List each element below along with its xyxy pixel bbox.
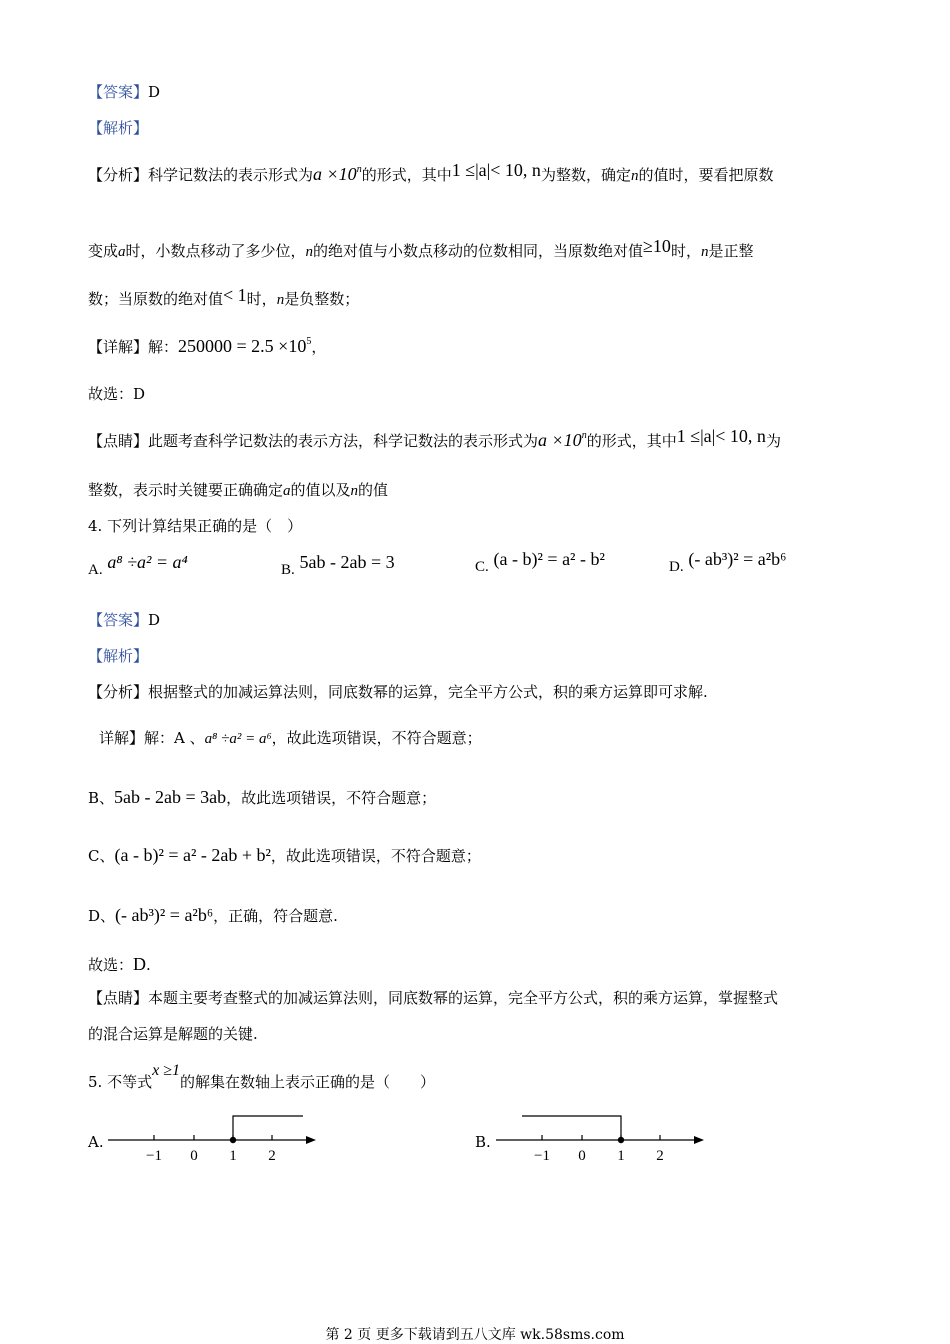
text: 为整数，确定 [540, 166, 631, 184]
detail-formula: (a - b)² = a² - 2ab + b² [114, 845, 271, 865]
q5-number-line-a [100, 1108, 330, 1168]
q4-choose-line [88, 954, 151, 975]
var-n: n [305, 244, 314, 260]
formula-a10n [313, 164, 362, 184]
q3-dianjing-line2 [88, 480, 388, 501]
answer-value: D [148, 611, 161, 629]
axis-arrow [694, 1136, 704, 1144]
tick-label: 1 [229, 1148, 237, 1164]
option-label: C. [475, 559, 489, 575]
option-formula: 5ab - 2ab = 3 [299, 552, 395, 572]
option-label: C、 [88, 847, 115, 865]
detail-formula: 5ab - 2ab = 3ab [114, 787, 227, 807]
q4-option-b [281, 552, 395, 578]
detail-formula [178, 336, 311, 356]
tick-label: 2 [656, 1148, 664, 1164]
detail-formula: a⁸ ÷a² = a⁶ [204, 731, 272, 747]
answer-tag: 【答案】 [88, 83, 149, 101]
analysis-tag: 【解析】 [88, 119, 149, 137]
q3-fenxi-line2 [88, 236, 754, 262]
tick-label: 1 [617, 1148, 625, 1164]
formula-lt1: < 1 [223, 285, 247, 305]
q4-dianjing-line1 [88, 988, 778, 1008]
q4-answer-line [88, 610, 160, 630]
text: ， [311, 338, 327, 356]
choose-text: 故选：D [88, 385, 146, 403]
text: 时，小数点移动了多少位， [125, 242, 306, 260]
var-n: n [276, 292, 285, 308]
text: ，故此选项错误，不符合题意； [226, 789, 437, 807]
formula-main: 250000 = 2.5 ×10 [178, 336, 307, 356]
text: 此题考查科学记数法的表示方法，科学记数法的表示形式为 [148, 432, 539, 450]
q3-analysis-line [88, 118, 148, 138]
text: 5. 不等式 [88, 1073, 153, 1091]
q4-detail-a-line [99, 728, 482, 749]
text: 解： [148, 338, 179, 356]
option-formula: (a - b)² = a² - b² [493, 549, 605, 569]
q4-option-d [669, 549, 787, 575]
formula-exponent: n [581, 430, 587, 441]
tick-label: 0 [578, 1148, 586, 1164]
formula-a10n [538, 430, 587, 450]
q5-option-a-label: A. [88, 1133, 104, 1151]
solid-point [618, 1137, 624, 1143]
detail-prefix: 详解】解： [99, 729, 175, 747]
solid-point [230, 1137, 236, 1143]
text: . [146, 956, 151, 974]
text: 的形式，其中 [586, 432, 677, 450]
detail-tag: 【详解】 [88, 338, 149, 356]
text: 本题主要考查整式的加减运算法则，同底数幂的运算，完全平方公式，积的乘方运算，掌握整式 [148, 989, 779, 1007]
page-footer: 第 2 页 更多下载请到五八文库 wk.58sms.com [325, 1327, 625, 1343]
formula-base: a ×10 [313, 164, 357, 184]
q4-detail-c-line [88, 845, 481, 866]
text: 的解集在数轴上表示正确的是（ ） [179, 1073, 435, 1091]
axis-arrow [306, 1136, 316, 1144]
text: 的混合运算是解题的关键. [88, 1025, 258, 1043]
q4-option-c [475, 549, 605, 575]
text: 是负整数； [284, 290, 360, 308]
q5-stem [88, 1062, 435, 1093]
q3-fenxi-line1 [88, 160, 774, 186]
text: ，故此选项错误，不符合题意； [271, 729, 482, 747]
var-a: a [283, 483, 291, 499]
text: 的形式，其中 [361, 166, 452, 184]
q4-option-a [88, 552, 188, 578]
solution-bracket [233, 1116, 303, 1140]
var-n: n [350, 483, 359, 499]
text: 根据整式的加减运算法则，同底数幂的运算，完全平方公式，积的乘方运算即可求解. [148, 683, 708, 701]
tick-label: 2 [268, 1148, 276, 1164]
q3-choose-line [88, 384, 145, 404]
text: 为 [765, 432, 781, 450]
option-formula: a⁸ ÷a² = a⁴ [107, 552, 188, 572]
q4-detail-b-line [88, 787, 436, 808]
text: 时， [246, 290, 277, 308]
option-label: D、 [88, 907, 116, 925]
q3-fenxi-line3 [88, 285, 360, 310]
text: 故选： [88, 956, 134, 974]
tick-label: −1 [146, 1148, 162, 1164]
q4-analysis-line [88, 646, 148, 666]
q4-stem: 4. 下列计算结果正确的是（ ） [88, 517, 303, 535]
text: 的值时，要看把原数 [638, 166, 774, 184]
q3-answer-line [88, 82, 160, 102]
option-label: A 、 [174, 729, 205, 747]
q4-detail-d-line [88, 905, 338, 926]
text: 的值 [358, 481, 389, 499]
tick-label: −1 [534, 1148, 550, 1164]
text: 的绝对值与小数点移动的位数相同，当原数绝对值 [313, 242, 644, 260]
text: ，正确，符合题意. [213, 907, 338, 925]
dianjing-tag: 【点睛】 [88, 432, 149, 450]
formula-exponent: 5 [306, 336, 312, 347]
detail-formula: (- ab³)² = a²b⁶ [115, 905, 214, 925]
text: ，故此选项错误，不符合题意； [270, 847, 481, 865]
option-label: D. [669, 559, 684, 575]
formula-exponent: n [356, 164, 362, 175]
fenxi-tag: 【分析】 [88, 166, 149, 184]
text: 数；当原数的绝对值 [88, 290, 224, 308]
option-label: B. [281, 562, 295, 578]
option-label: B、 [88, 789, 115, 807]
formula-base: a ×10 [538, 430, 582, 450]
var-a: a [118, 244, 126, 260]
q3-detail-line [88, 336, 326, 357]
q4-fenxi-line [88, 682, 708, 702]
option-formula: (- ab³)² = a²b⁶ [688, 549, 787, 569]
q4-dianjing-line2 [88, 1024, 258, 1044]
answer-tag: 【答案】 [88, 611, 149, 629]
text: 时， [670, 242, 701, 260]
q5-number-line-b [488, 1108, 718, 1168]
choose-value: D [133, 954, 147, 974]
formula-ge10: ≥10 [643, 236, 671, 256]
text: 的值以及 [290, 481, 351, 499]
formula-range: 1 ≤|a|< 10, n [451, 160, 541, 180]
var-n: n [700, 244, 709, 260]
inequality-formula: x ≥1 [152, 1062, 180, 1079]
text: 变成 [88, 242, 119, 260]
option-label: A. [88, 562, 103, 578]
q3-dianjing-line1 [88, 426, 781, 451]
analysis-tag: 【解析】 [88, 647, 149, 665]
answer-value: D [148, 83, 161, 101]
formula-range: 1 ≤|a|< 10, n [676, 426, 766, 446]
text: 整数，表示时关键要正确确定 [88, 481, 284, 499]
text: 是正整 [708, 242, 754, 260]
text: 科学记数法的表示形式为 [148, 166, 314, 184]
solution-bracket [522, 1116, 621, 1140]
q5-option-b-label: B. [475, 1133, 491, 1151]
fenxi-tag: 【分析】 [88, 683, 149, 701]
var-n: n [630, 168, 639, 184]
dianjing-tag: 【点睛】 [88, 989, 149, 1007]
tick-label: 0 [190, 1148, 198, 1164]
